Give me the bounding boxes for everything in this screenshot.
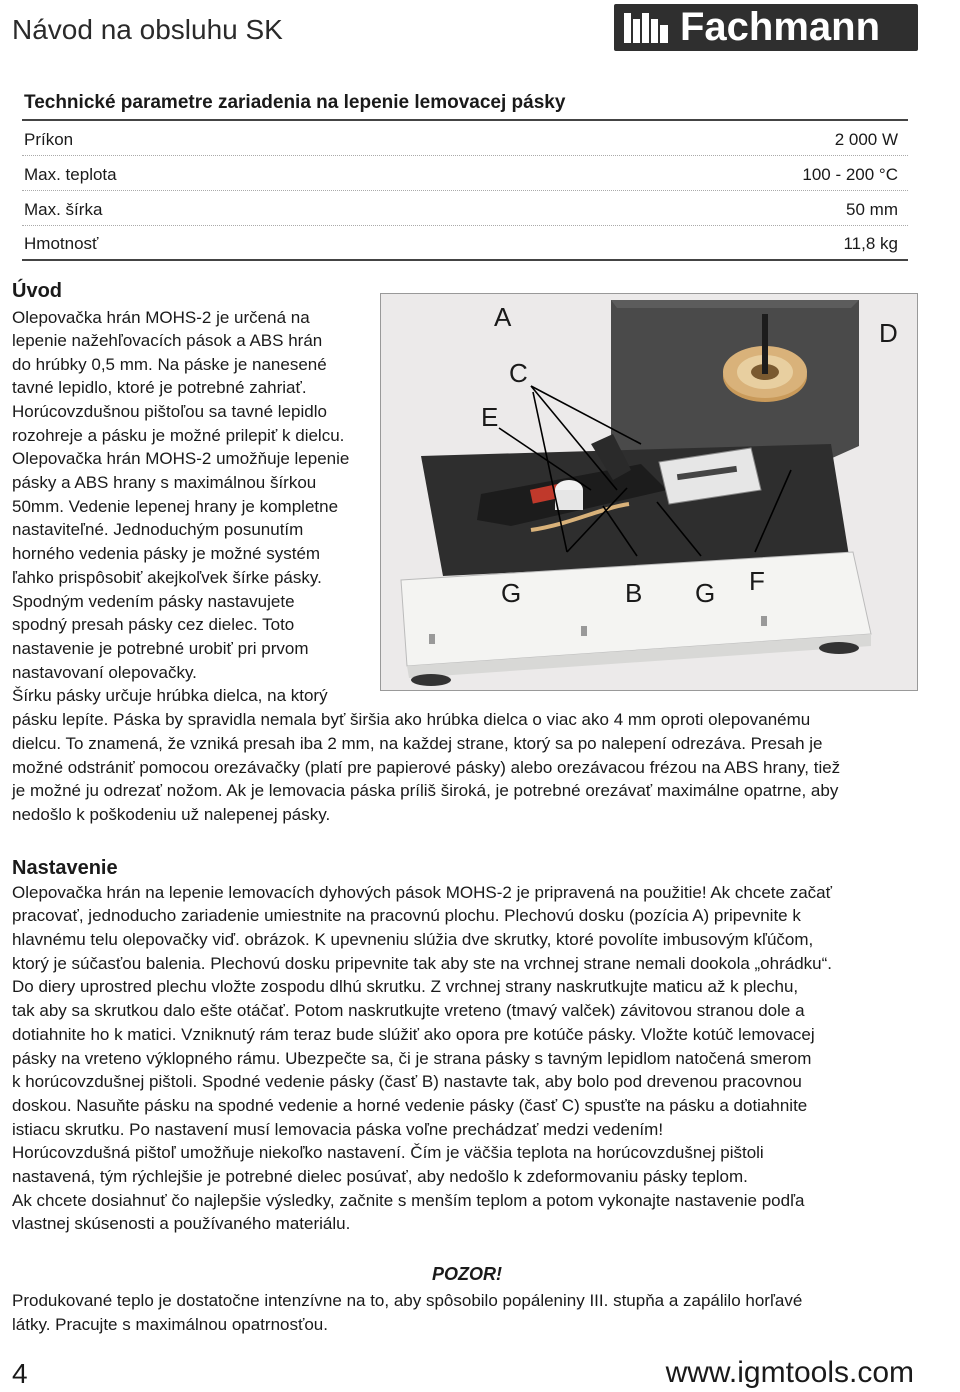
spec-label: Max. teplota: [24, 165, 117, 184]
setup-line: Olepovačka hrán na lepenie lemovacích dyhových pások MOHS-2 je pripravená na použitie! Ak chcete začať: [12, 883, 832, 902]
figure-label-b: B: [625, 578, 643, 608]
setup-line: Horúcovzdušná pištoľ umožňuje niekoľko nastavení. Čím je väčšia teplota na horúcovzdušnej pištoli: [12, 1143, 764, 1162]
setup-line: tak aby sa skrutkou dalo ešte otáčať. Potom naskrutkujte vreteno (tmavý valček) závitovou stranou dole a: [12, 1001, 805, 1020]
brand-logo: [614, 4, 918, 51]
intro-heading: Úvod: [12, 280, 62, 302]
intro-line: možné odstrániť pomocou orezávačky (platí pre papierové pásky) alebo orezávacou frézou na ABS hrany, tiež: [12, 758, 841, 777]
intro-line: nastavovaní olepovačky.: [12, 663, 197, 682]
setup-line: doskou. Nasuňte pásku na spodné vedenie a horné vedenie pásky (časť C) spusťte na pásku a dotiahnite: [12, 1096, 808, 1115]
intro-line: Šírku pásky určuje hrúbka dielca, na ktorý: [12, 686, 328, 705]
figure-label-g-right: G: [695, 578, 716, 608]
spec-value: 50 mm: [846, 200, 898, 219]
intro-line: pásky a ABS hrany s maximálnou šírkou: [12, 473, 317, 492]
website-url: www.igmtools.com: [665, 1356, 914, 1389]
intro-line: nastavenie je potrebné urobiť pri prvom: [12, 639, 309, 658]
spec-label: Max. šírka: [24, 200, 103, 219]
intro-line: spodný presah pásky cez dielec. Toto: [12, 615, 295, 634]
intro-line: do hrúbky 0,5 mm. Na páske je nanesené: [12, 355, 327, 374]
specs-title: Technické parametre zariadenia na lepenie lemovacej pásky: [24, 92, 566, 113]
setup-line: k horúcovzdušnej pištoli. Spodné vedenie pásky (časť B) nastavte tak, aby bolo pod drevenou pracovnou: [12, 1072, 802, 1091]
machine-illustration: [381, 294, 917, 690]
setup-line: hlavnému telu olepovačky viď. obrázok. K upevneniu slúžia dve skrutky, ktoré povolíte imbusovým kľúčom,: [12, 930, 814, 949]
intro-line: Olepovačka hrán MOHS-2 je určená na: [12, 308, 310, 327]
setup-line: Do diery uprostred plechu vložte zospodu dlhú skrutku. Z vrchnej strany naskrutkujte maticu až k plechu,: [12, 977, 799, 996]
logo-mark-icon: [624, 13, 672, 43]
warning-title: POZOR!: [432, 1264, 502, 1284]
spec-value: 2 000 W: [834, 130, 898, 149]
spec-row-temperature: [22, 156, 908, 191]
setup-heading: Nastavenie: [12, 857, 118, 879]
setup-line: nastavená, tým rýchlejšie je potrebné dielec posúvať, aby nedošlo k zdeformovaniu pásky teplom.: [12, 1167, 748, 1186]
setup-line: istiacu skrutku. Po nastavení musí lemovacia páska voľne prechádzať medzi vedením!: [12, 1120, 664, 1139]
intro-line: nedošlo k poškodeniu už nalepenej pásky.: [12, 805, 331, 824]
intro-line: tavné lepidlo, ktoré je potrebné zahriať.: [12, 378, 307, 397]
document-title: Návod na obsluhu SK: [12, 14, 283, 45]
intro-line: 50mm. Vedenie lepenej hrany je kompletne: [12, 497, 339, 516]
intro-line: Horúcovzdušnou pištoľou sa tavné lepidlo: [12, 402, 327, 421]
warning-line: Produkované teplo je dostatočne intenzívne na to, aby spôsobilo popáleniny III. stupňa a zapálilo horľavé: [12, 1291, 803, 1310]
figure-label-a: A: [494, 302, 512, 332]
setup-line: ktorý je súčasťou balenia. Plechovú dosku pripevnite tak aby ste na vrchnej strane nemali dookola „ohrádku“.: [12, 954, 833, 973]
spec-label: Príkon: [24, 130, 74, 149]
setup-line: Ak chcete dosiahnuť čo najlepšie výsledky, začnite s menším teplom a potom vykonajte nastavenie podľa: [12, 1191, 805, 1210]
spec-row-width: [22, 191, 908, 226]
logo-wordmark: Fachmann: [680, 5, 881, 49]
specs-rule-bottom: [22, 259, 908, 261]
intro-line: dielcu. To znamená, že vzniká presah iba 2 mm, na každej strane, ktorý sa po nalepení odrezáva. Presah je: [12, 734, 823, 753]
spec-row-power: [22, 121, 908, 156]
figure-label-e: E: [481, 402, 499, 432]
figure-label-d: D: [879, 318, 898, 348]
spec-label: Hmotnosť: [24, 234, 99, 253]
intro-line: lepenie nažehľovacích pások a ABS hrán: [12, 331, 323, 350]
intro-line: rozohreje a pásku je možné prilepiť k dielcu.: [12, 426, 345, 445]
intro-line: pásku lepíte. Páska by spravidla nemala byť širšia ako hrúbka dielca o viac ako 4 mm oproti olepovanému: [12, 710, 811, 729]
spec-value: 11,8 kg: [843, 234, 898, 253]
intro-line: ľahko prispôsobiť akejkoľvek šírke pásky.: [12, 568, 322, 587]
figure-label-f: F: [749, 566, 765, 596]
figure-label-g-left: G: [501, 578, 522, 608]
machine-photo: [380, 293, 918, 691]
intro-line: je možné ju odrezať nožom. Ak je lemovacia páska príliš široká, je potrebné orezávať maximálne opatrne, aby: [12, 781, 839, 800]
setup-line: pásky na vreteno výklopného rámu. Ubezpečte sa, či je strana pásky s tavným lepidlom natočená smerom: [12, 1049, 812, 1068]
intro-line: nastaviteľné. Jednoduchým posunutím: [12, 520, 304, 539]
setup-line: vlastnej skúsenosti a používaného materiálu.: [12, 1214, 351, 1233]
spec-row-weight: [22, 225, 908, 259]
page-number: 4: [12, 1358, 28, 1389]
intro-line: horného vedenia pásky je možné systém: [12, 544, 321, 563]
setup-line: pracovať, jednoducho zariadenie umiestnite na pracovnú plochu. Plechovú dosku (pozícia A) pripevnite k: [12, 906, 801, 925]
setup-line: dotiahnite ho k matici. Vzniknutý rám teraz bude slúžiť ako opora pre kotúče pásky. Vložte kotúč lemovacej: [12, 1025, 815, 1044]
intro-line: Spodným vedením pásky nastavujete: [12, 592, 295, 611]
figure-label-c: C: [509, 358, 528, 388]
spec-value: 100 - 200 °C: [802, 165, 898, 184]
warning-line: látky. Pracujte s maximálnou opatrnosťou.: [12, 1315, 328, 1334]
intro-line: Olepovačka hrán MOHS-2 umožňuje lepenie: [12, 449, 350, 468]
